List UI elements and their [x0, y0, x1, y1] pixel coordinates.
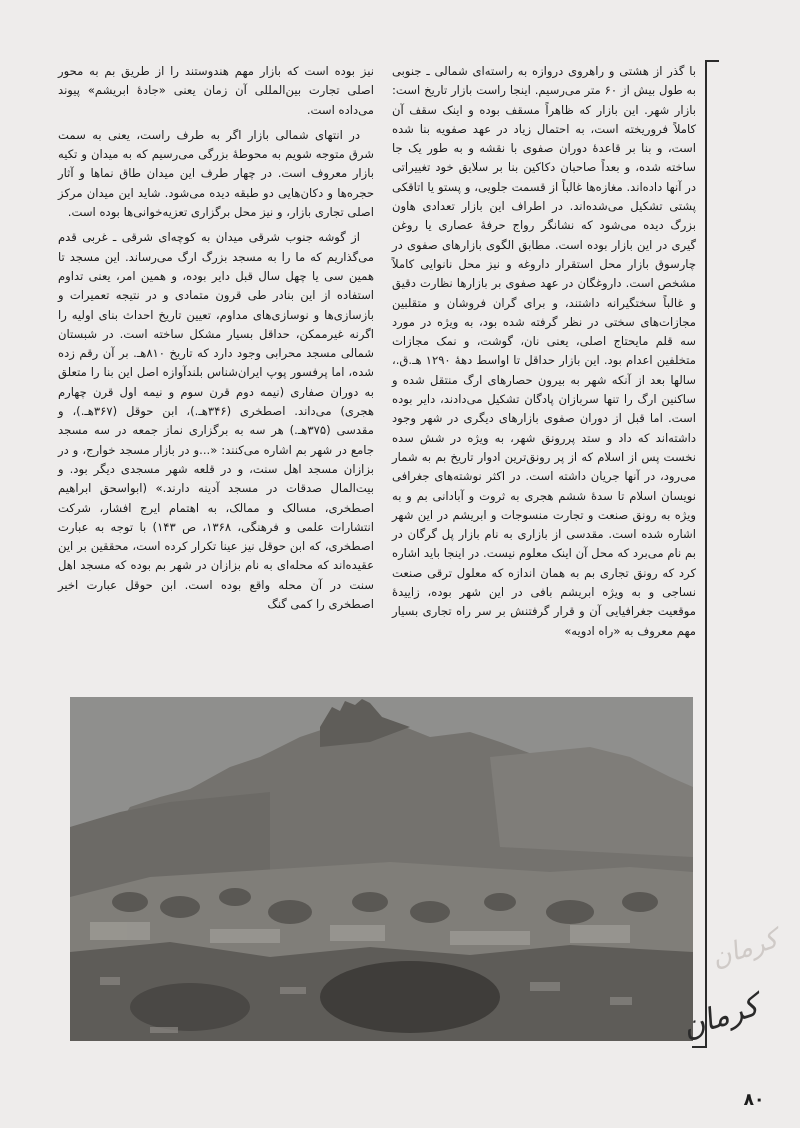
citadel-ruins-photo — [70, 697, 693, 1041]
page-number: ۸۰ — [743, 1090, 765, 1110]
article-column-left — [58, 62, 374, 620]
article-paragraph: با گذر از هشتی و راهروی دروازه به راسته‌ای شمالی ـ جنوبی به طول بیش از ۶۰ متر می‌رسیم. اینجا راست بازار تاریخ است: بازار شهر. این بازار که ظاهراً مسقف بوده و اینک سقف آن کاملاً فروریخته است، به احتمال زیاد در عهد صفویه بنا شده است، و بنا بر قاعدهٔ دوران صفوی با نقشه و به طور یک جا ساخته شده، و بعداً صاحبان دکاکین بنا بر سلایق خود تغییراتی در آنها داده‌اند. مغازه‌ها غالباً از قسمت جلویی، و پستو یا اتاقکی پشتی تشکیل می‌شده‌اند. در اطراف این بازار تعدادی هاون بزرگ دیده می‌شود که نشانگر رواج حرفهٔ عصاری یا روغن گیری در این بازار بوده است. مطابق الگوی بازارهای صفوی در چارسوق بازار محل استقرار داروغه و نیز محل نانوایی کاملاً مشخص است. داروغگان در عهد صفوی بر بازارها نظارت دقیق و غالباً سختگیرانه داشتند، و برای گران فروشان و متقلبین مجازات‌های سختی در نظر گرفته شده بود، به ویژه در مورد سه قلم مایحتاج اصلی، یعنی نان، گوشت، و نمک مجازات متخلفین اعدام بود. این بازار حداقل تا اواسط دههٔ ۱۲۹۰ هـ.ق.، سالها بعد از آنکه شهر به بیرون حصارهای ارگ منتقل شده و ساکنین ارگ را تنها سربازان پادگان تشکیل می‌دادند، دایر بوده است. اما قبل از دوران صفوی بازارهای دیگری در شهر وجود داشته‌اند که داد و ستد پررونق شهر، به ویژه در شش سده نخست پس از اسلام که از پر رونق‌ترین ادوار تاریخ بم به شمار می‌رود، در آنها جریان داشته است. در اکثر نوشته‌های جغرافی نویسان اسلام تا سدهٔ ششم هجری به ثروت و آبادانی بم و به ویژه به رونق صنعت و تجارت منسوجات و ابریشم در این شهر اشاره شده است. مقدسی از بازاری به نام بازار پل گرگان در بم نام می‌برد که محل آن اینک معلوم نیست. در اینجا باید اشاره کرد که رونق تجاری بم به همان اندازه که معلول ترقی صنعت نساجی و به ویژه ابریشم بافی در این شهر بوده، زاییدهٔ موقعیت جغرافیایی آن و قرار گرفتنش بر سر راه تجاری بسیار مهم معروف به «راه ادویه» — [392, 64, 696, 638]
article-column-right — [392, 62, 696, 647]
citadel-ruins-illustration — [70, 697, 693, 1041]
collapsed-vault-left — [130, 983, 250, 1031]
article-paragraph: در انتهای شمالی بازار اگر به طرف راست، یعنی به سمت شرق متوجه شویم به محوطهٔ بزرگی می‌رسیم که به میدان و تکیه بازار معروف است. در چهار طرف این میدان طاق نماها و آثار حجره‌ها و دکان‌هایی دو طبقه دیده می‌شود. شاید این میدان مرکز اصلی تجاری بازار، و نیز محل برگزاری تعزیه‌خوانی‌ها بوده است. — [58, 127, 374, 220]
collapsed-vault — [320, 961, 500, 1033]
column-border-top-tick — [705, 60, 719, 62]
kerman-logo-watermark: کرمان — [708, 924, 782, 974]
column-border-rule — [705, 60, 707, 1048]
article-paragraph: از گوشه جنوب شرقی میدان به کوچه‌ای شرقی ـ غربی قدم می‌گذاریم که ما را به مسجد بزرگ ارگ می‌رساند. این مسجد تا همین سی یا چهل سال قبل دایر بوده، و همین امر، یعنی تداوم استفاده از این بنادر طی قرون متمادی و در نتیجه تعمیرات و بازسازی‌ها و نوسازی‌های مداوم، تعیین تاریخ احداث بنای اولیه را اگرنه غیرممکن، حداقل بسیار مشکل ساخته است. در شبستان شمالی مسجد محرابی وجود دارد که تاریخ ۸۱۰هـ. بر آن رقم زده شده، اما پرفسور پوپ ایران‌شناس بلندآوازه اصل این بنا را متعلق به دوران صفاری (نیمه دوم قرن سوم و نیمه اول قرن چهارم هجری) می‌داند. اصطخری (۳۴۶هـ.)، ابن حوقل (۳۶۷هـ.)، و مقدسی (۳۷۵هـ.) هر سه به برگزاری نماز جمعه در سه مسجد جامع در شهر بم اشاره می‌کنند: «...و در بازار مسجد خوارج، و در بزازان مسجد اهل سنت، و در قلعه شهر مسجدی دیگر بود. و بیت‌المال صدقات در مسجد آدینه دارند.» (ابواسحق ابراهیم اصطخری، مسالک و ممالک، به اهتمام ایرج افشار، شرکت انتشارات علمی و فرهنگی، ۱۳۶۸، ص ۱۴۳) با توجه به عبارت اصطخری، که ابن حوقل نیز عینا تکرار کرده است، محققین بر این عقیده‌اند که محله‌ای به نام بزازان در شهر بم بوده که مسجد اهل سنت در آن محله واقع بوده است. ابن حوقل عبارت اخیر اصطخری را کمی گنگ — [58, 230, 374, 612]
column-border-bottom-tick — [692, 1046, 706, 1048]
kerman-logo: کرمان — [677, 987, 764, 1046]
article-paragraph: نیز بوده است که بازار مهم هندوستند را از طریق بم به محور اصلی تجارت بین‌المللی آن زمان یعنی «جادهٔ ابریشم» پیوند می‌داده است. — [58, 64, 374, 117]
